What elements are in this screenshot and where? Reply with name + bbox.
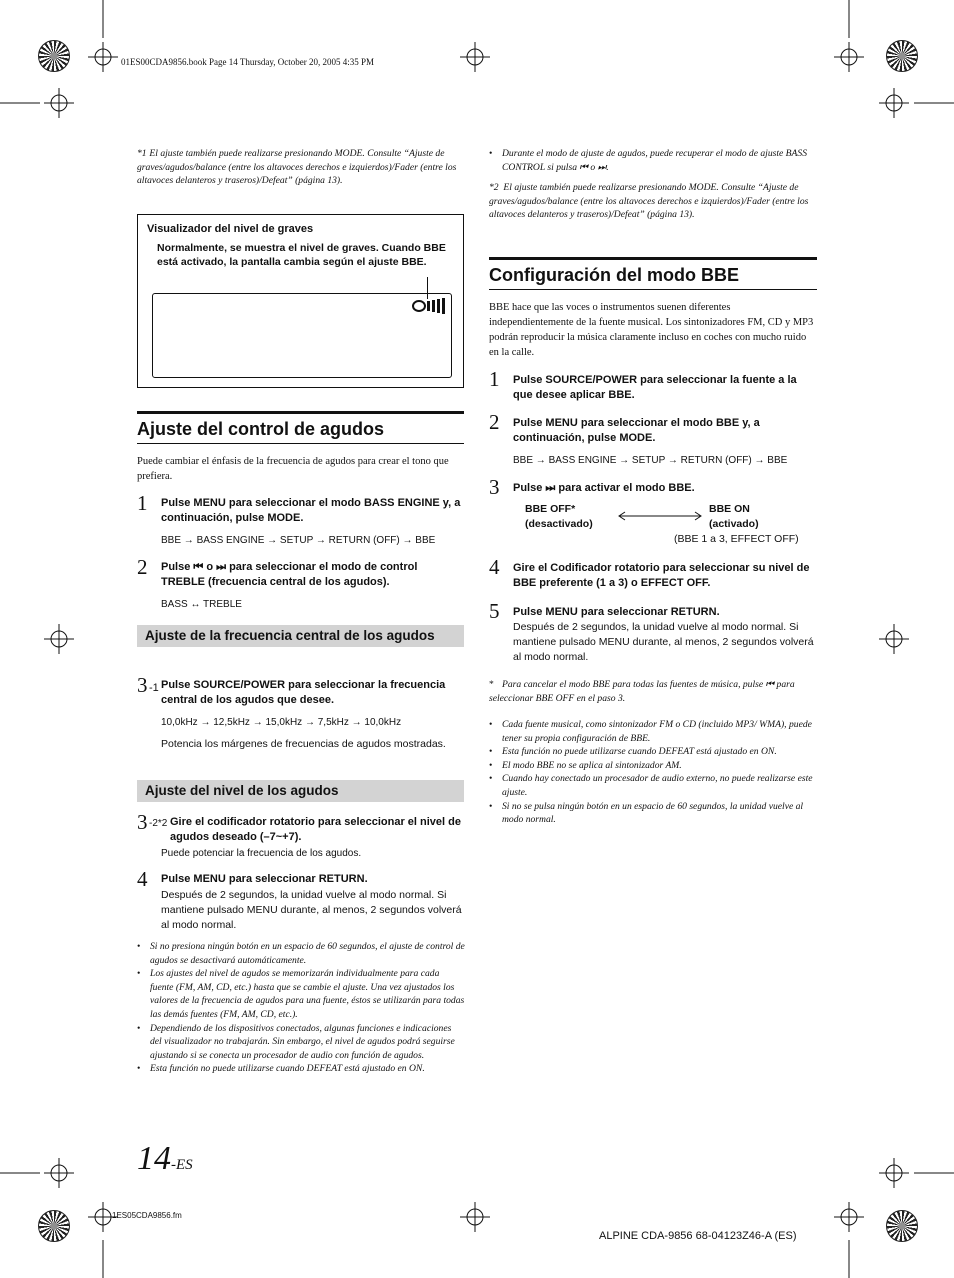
display-panel xyxy=(152,293,452,378)
section-title-treble: Ajuste del control de agudos xyxy=(137,411,464,444)
sequence: BBE → BASS ENGINE → SETUP → RETURN (OFF) → BBE xyxy=(513,455,788,466)
bbe-on-sub: (activado) xyxy=(709,518,759,530)
step-text: Pulse SOURCE/POWER para seleccionar la frecuencia central de los agudos que desee. xyxy=(161,679,446,706)
footnote-2-text: El ajuste también puede realizarse presionando MODE. Consulte “Ajuste de graves/agudos/balance (entre los altavoces derechos e izquierdos)/Fader (entre los altavoces delanteros y traseros)/Defeat” (página 13). xyxy=(489,182,809,220)
asterisk-note-text: Para cancelar el modo BBE para todas las fuentes de música, pulse ⏮ para seleccionar BBE OFF en el paso 3. xyxy=(489,679,795,704)
step-text: Gire el codificador rotatorio para seleccionar el nivel de agudos deseado (–7~+7). xyxy=(170,816,461,843)
bass-display-title: Visualizador del nivel de graves xyxy=(147,223,314,235)
step-suffix: -2*2 xyxy=(149,818,168,829)
page-number-value: 14 xyxy=(137,1140,171,1177)
footer-product-code: ALPINE CDA-9856 68-04123Z46-A (ES) xyxy=(599,1230,797,1242)
step-number: 2 xyxy=(137,555,148,579)
sequence: BASS ↔ TREBLE xyxy=(161,599,242,610)
step-text: Pulse MENU para seleccionar el modo BASS ENGINE y, a continuación, pulse MODE. xyxy=(161,497,461,524)
step-text: Pulse ⏮ o ⏭ para seleccionar el modo de control TREBLE (frecuencia central de los agudos). xyxy=(161,561,418,588)
subsection-frequency: Ajuste de la frecuencia central de los agudos xyxy=(137,625,464,647)
bbe-intro: BBE hace que las voces o instrumentos suenen diferentes independientemente de la fuente musical. Los sintonizadores FM, CD y MP3 podrán reproducir la música claramente incluso en coches con mucho ruido en la calle. xyxy=(489,302,814,358)
step-number: 5 xyxy=(489,599,500,623)
step-text: Pulse MENU para seleccionar RETURN. xyxy=(513,606,720,618)
bbe-toggle-arrow xyxy=(616,509,704,523)
footnote-1 xyxy=(137,147,465,188)
step-text: Pulse ⏭ para activar el modo BBE. xyxy=(513,482,695,494)
footnote-1-marker: *1 xyxy=(137,148,147,159)
step-number: 1 xyxy=(137,491,148,515)
bbe-on-label xyxy=(709,502,759,532)
step-note: Puede potenciar la frecuencia de los agudos. xyxy=(161,848,362,859)
step-number: 4 xyxy=(489,555,500,579)
bbe-level-icon xyxy=(411,297,447,315)
bass-display-text: Normalmente, se muestra el nivel de graves. Cuando BBE está activado, la pantalla cambia según el ajuste BBE. xyxy=(157,242,446,268)
step-note: Después de 2 segundos, la unidad vuelve al modo normal. Si mantiene pulsado MENU durante, al menos, 2 segundos volverá al modo normal. xyxy=(513,621,814,663)
list-item: • Durante el modo de ajuste de agudos, puede recuperar el modo de ajuste BASS CONTROL si pulsa ⏮ o ⏭. xyxy=(489,147,817,174)
step-suffix: -1 xyxy=(149,682,159,694)
footnote-2 xyxy=(489,181,817,222)
bbe-off-label xyxy=(525,502,593,532)
step-text: Gire el Codificador rotatorio para seleccionar su nivel de BBE preferente (1 a 3) o EFFECT OFF. xyxy=(513,562,810,589)
list-item: • Dependiendo de los dispositivos conectados, algunas funciones e indicaciones del visualizador no trabajarán. Sin embargo, el nivel de agudos podrá seguirse ajustando si se conecta un procesador de audio con función de agudos. xyxy=(137,1022,465,1063)
step-number: 1 xyxy=(489,367,500,391)
list-item: • Esta función no puede utilizarse cuando DEFEAT está ajustado en ON. xyxy=(137,1062,465,1076)
step-number: 2 xyxy=(489,410,500,434)
footnote-2-marker: *2 xyxy=(489,182,499,193)
asterisk-marker: * xyxy=(489,679,494,690)
list-item: • Esta función no puede utilizarse cuando DEFEAT está ajustado en ON. xyxy=(489,745,817,759)
asterisk-note xyxy=(489,678,817,705)
page-number xyxy=(137,1140,193,1184)
step-note: Después de 2 segundos, la unidad vuelve al modo normal. Si mantiene pulsado MENU durante, al menos, 2 segundos volverá al modo normal. xyxy=(161,889,462,931)
treble-notes-list xyxy=(137,940,465,1076)
step-text: Pulse MENU para seleccionar el modo BBE y, a continuación, pulse MODE. xyxy=(513,417,760,444)
right-top-note xyxy=(489,147,817,174)
section-title-bbe: Configuración del modo BBE xyxy=(489,257,817,290)
step-note: Potencia los márgenes de frecuencias de agudos mostradas. xyxy=(161,738,446,750)
bass-display-box xyxy=(137,214,464,388)
bbe-notes-list xyxy=(489,718,817,827)
list-item: • Si no presiona ningún botón en un espacio de 60 segundos, el ajuste de control de agudos se desactivará automáticamente. xyxy=(137,940,465,967)
list-item: • Cada fuente musical, como sintonizador FM o CD (incluido MP3/ WMA), puede tener su propia configuración de BBE. xyxy=(489,718,817,745)
page-number-suffix: -ES xyxy=(171,1157,193,1173)
step-number: 3 xyxy=(489,475,500,499)
sequence: BBE → BASS ENGINE → SETUP → RETURN (OFF) → BBE xyxy=(161,535,436,546)
step-number: 4 xyxy=(137,867,148,891)
footnote-1-text: El ajuste también puede realizarse presionando MODE. Consulte “Ajuste de graves/agudos/balance (entre los altavoces derechos e izquierdos)/Fader (entre los altavoces delanteros y traseros)/Defeat” (página 13). xyxy=(137,148,457,186)
step-text: Pulse SOURCE/POWER para seleccionar la fuente a la que desee aplicar BBE. xyxy=(513,374,797,401)
step-number: 3 xyxy=(137,810,148,834)
sequence: 10,0kHz → 12,5kHz → 15,0kHz → 7,5kHz → 10,0kHz xyxy=(161,717,402,728)
treble-intro: Puede cambiar el énfasis de la frecuencia de agudos para crear el tono que prefiera. xyxy=(137,456,449,482)
list-item: • Cuando hay conectado un procesador de audio externo, no puede realizarse este ajuste. xyxy=(489,772,817,799)
header-file-info: 01ES00CDA9856.book Page 14 Thursday, October 20, 2005 4:35 PM xyxy=(121,57,374,67)
list-item: • El modo BBE no se aplica al sintonizador AM. xyxy=(489,759,817,773)
step-number: 3 xyxy=(137,673,148,697)
bbe-on-text: BBE ON xyxy=(709,503,750,515)
footer-file: 1ES05CDA9856.fm xyxy=(112,1211,182,1220)
list-item: • Si no se pulsa ningún botón en un espacio de 60 segundos, la unidad vuelve al modo normal. xyxy=(489,800,817,827)
bbe-off-sub: (desactivado) xyxy=(525,518,593,530)
bbe-off-text: BBE OFF* xyxy=(525,503,576,515)
subsection-level: Ajuste del nivel de los agudos xyxy=(137,780,464,802)
list-item: • Los ajustes del nivel de agudos se memorizarán individualmente para cada fuente (FM, AM, CD, etc.) hasta que se cambie el ajuste. Una vez ajustados los valores de la frecuencia de agudos para una fuente, éstos se utilizarán para todas las demás fuentes (FM, AM, CD, etc.). xyxy=(137,967,465,1021)
bbe-range: (BBE 1 a 3, EFFECT OFF) xyxy=(674,533,799,545)
step-text: Pulse MENU para seleccionar RETURN. xyxy=(161,873,368,885)
